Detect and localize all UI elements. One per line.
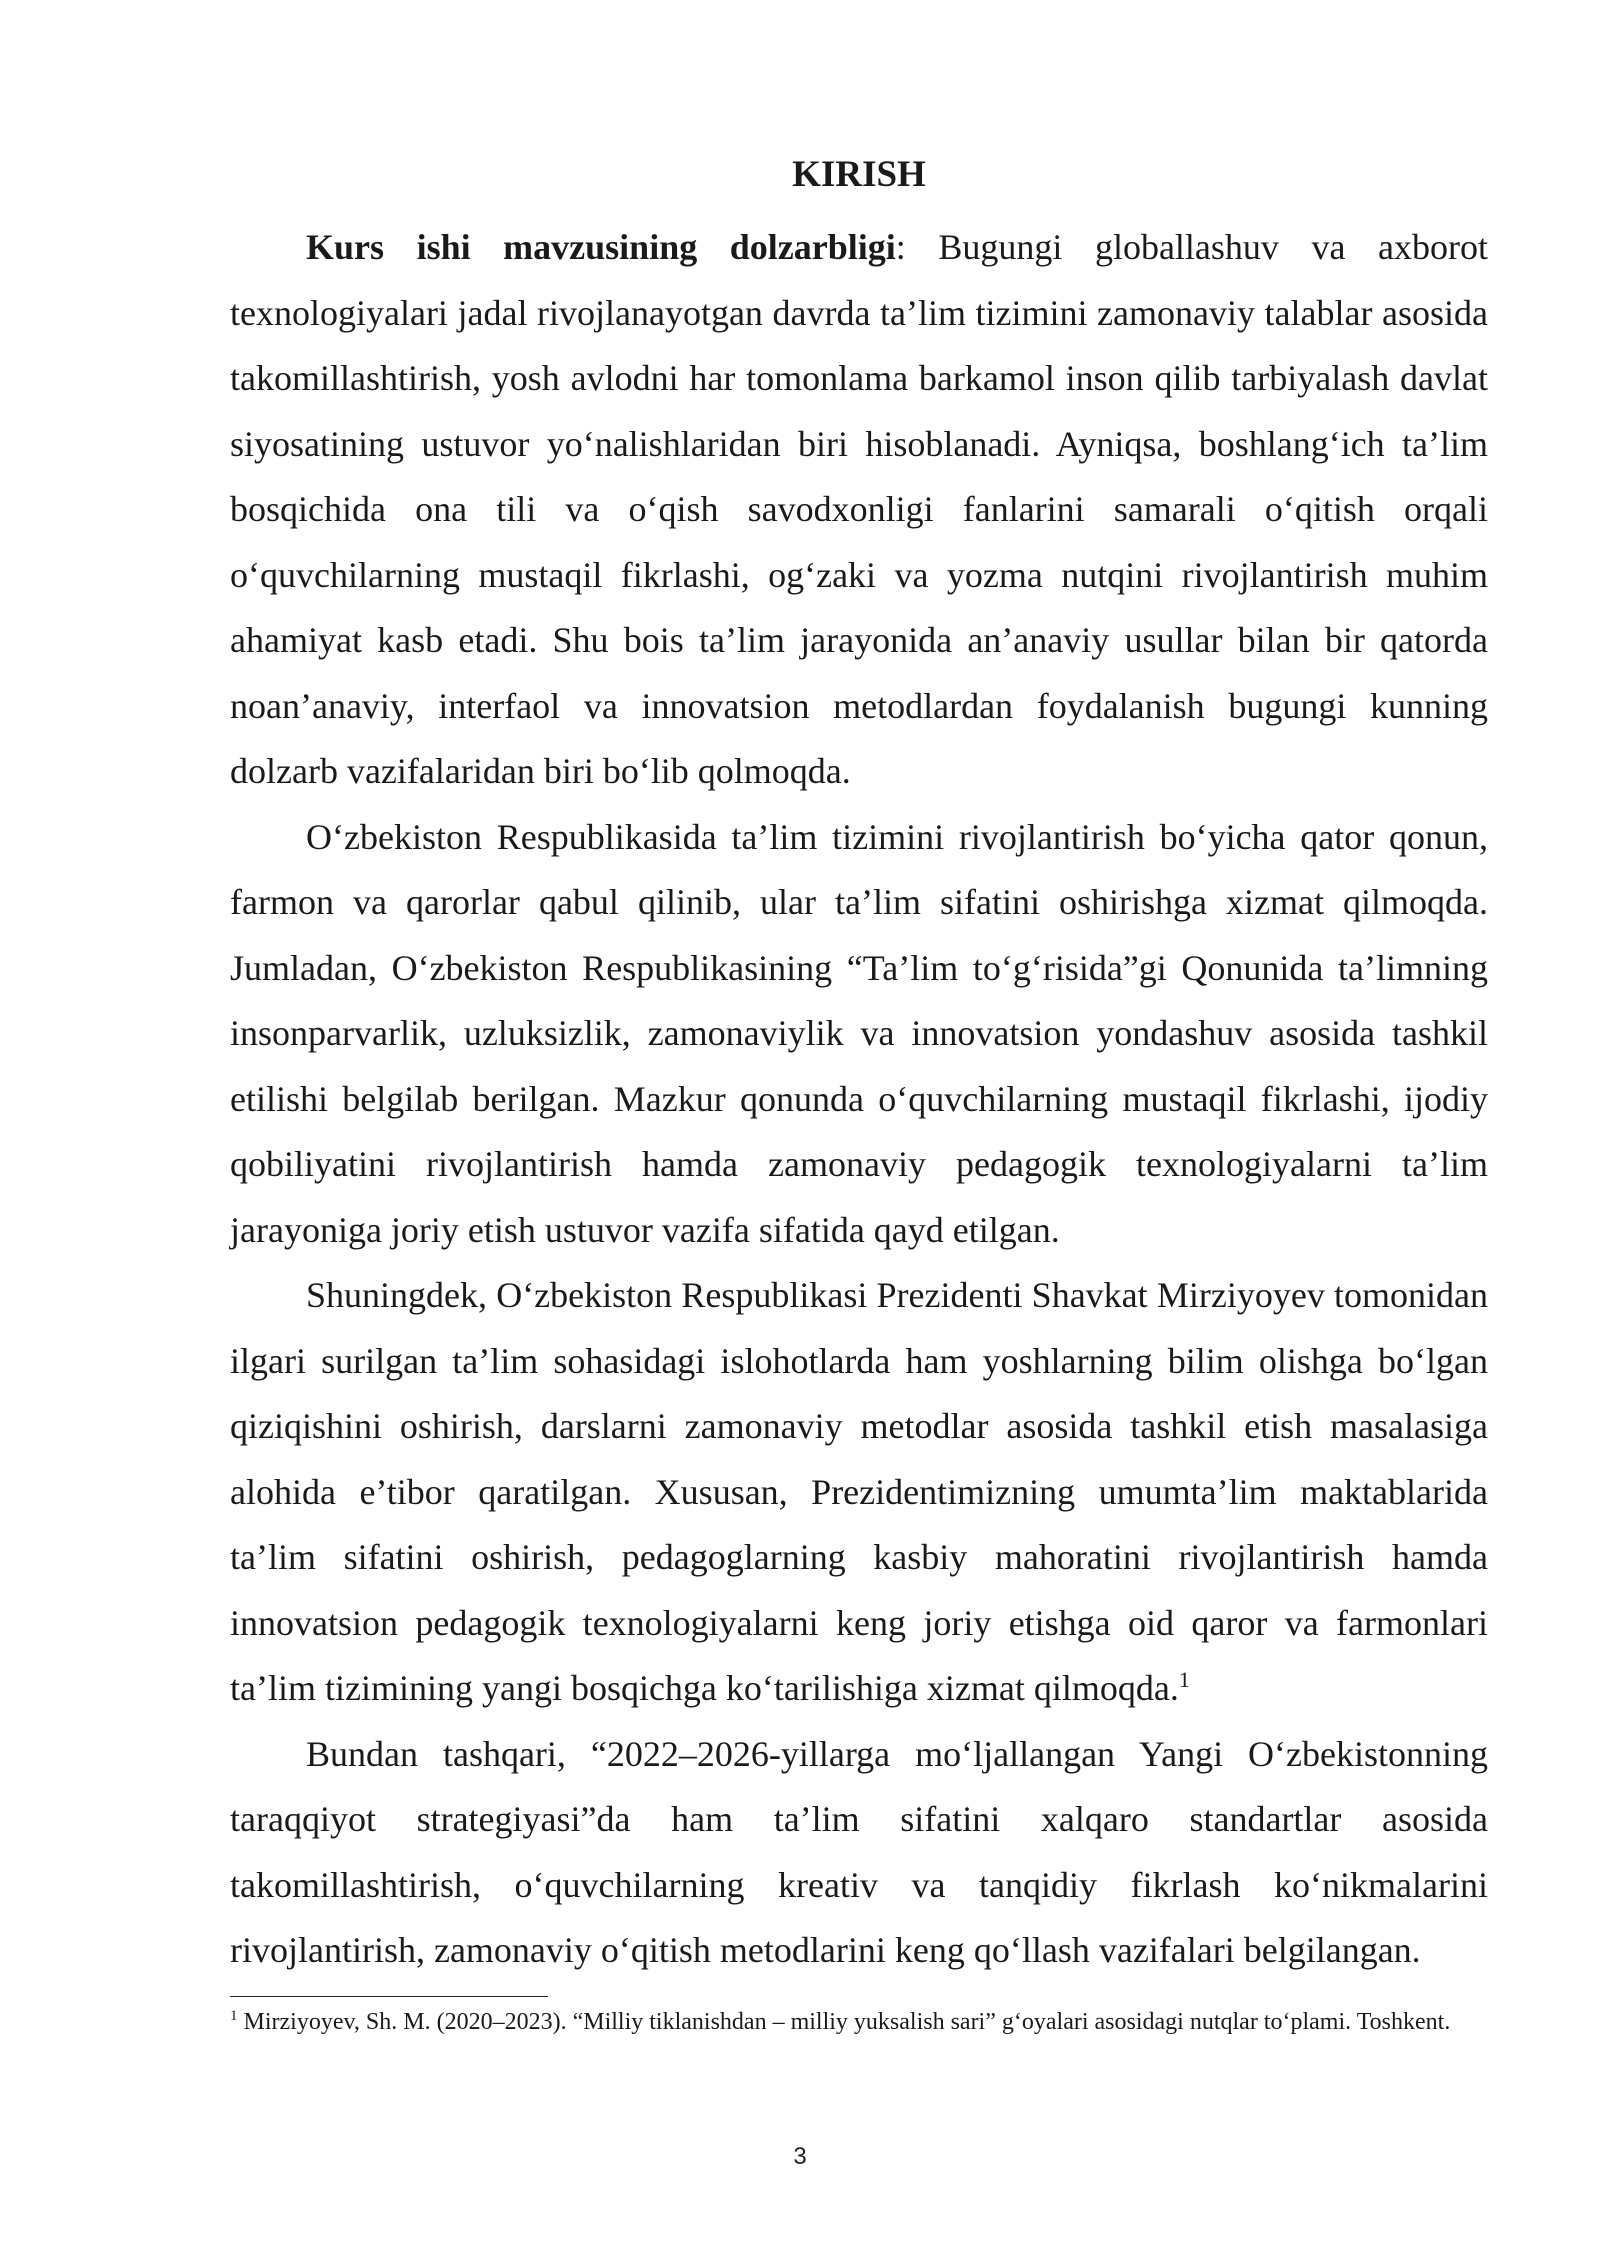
paragraph-text: : Bugungi globallashuv va axborot texnologiyalari jadal rivojlanayotgan davrda ta’lim tizimini zamonaviy talablar asosida takomillashtirish, yosh avlodni har tomonlama barkamol inson qilib tarbiyalash davlat siyosatining ustuvor yo‘nalishlaridan biri hisoblanadi. Ayniqsa, boshlang‘ich ta’lim bosqichida ona tili va o‘qish savodxonligi fanlarini samarali o‘qitish orqali o‘quvchilarning mustaqil fikrlashi, og‘zaki va yozma nutqini rivojlantirish muhim ahamiyat kasb etadi. Shu bois ta’lim jarayonida an’anaviy usullar bilan bir qatorda noan’anaviy, interfaol va innovatsion metodlardan foydalanish bugungi kunning dolzarb vazifalaridan biri bo‘lib qolmoqda.: [230, 227, 1488, 791]
paragraph-relevance: [230, 215, 1488, 805]
footnote: [230, 2007, 1488, 2038]
paragraph-lead: Kurs ishi mavzusining dolzarbligi: [306, 227, 896, 267]
paragraph-president-reforms: [230, 1263, 1488, 1722]
page-number: 3: [793, 2143, 807, 2170]
footnote-marker: 1: [230, 2007, 238, 2024]
footnote-divider: [230, 1996, 548, 1997]
section-heading: KIRISH: [792, 154, 926, 195]
footnote-reference[interactable]: 1: [1178, 1667, 1190, 1692]
document-page: [230, 150, 1488, 2038]
paragraph-laws: O‘zbekiston Respublikasida ta’lim tizimini rivojlantirish bo‘yicha qator qonun, farmon va qarorlar qabul qilinib, ular ta’lim sifatini oshirishga xizmat qilmoqda. Jumladan, O‘zbekiston Respublikasining “Ta’lim to‘g‘risida”gi Qonunida ta’limning insonparvarlik, uzluksizlik, zamonaviylik va innovatsion yondashuv asosida tashkil etilishi belgilab berilgan. Mazkur qonunda o‘quvchilarning mustaqil fikrlashi, ijodiy qobiliyatini rivojlantirish hamda zamonaviy pedagogik texnologiyalarni ta’lim jarayoniga joriy etish ustuvor vazifa sifatida qayd etilgan.: [230, 816, 1488, 1250]
paragraph-text: Shuningdek, O‘zbekiston Respublikasi Prezidenti Shavkat Mirziyoyev tomonidan ilgari surilgan ta’lim sohasidagi islohotlarda ham yoshlarning bilim olishga bo‘lgan qiziqishini oshirish, darslarni zamonaviy metodlar asosida tashkil etish masalasiga alohida e’tibor qaratilgan. Xususan, Prezidentimizning umumta’lim maktablarida ta’lim sifatini oshirish, pedagoglarning kasbiy mahoratini rivojlantirish hamda innovatsion pedagogik texnologiyalarni keng joriy etishga oid qaror va farmonlari ta’lim tizimining yangi bosqichga ko‘tarilishiga xizmat qilmoqda.: [230, 1275, 1488, 1708]
footnote-text: Mirziyoyev, Sh. M. (2020–2023). “Milliy tiklanishdan – milliy yuksalish sari” g‘oyalari asosidagi nutqlar to‘plami. Toshkent.: [237, 2008, 1451, 2035]
paragraph-strategy: Bundan tashqari, “2022–2026-yillarga mo‘ljallangan Yangi O‘zbekistonning taraqqiyot strategiyasi”da ham ta’lim sifatini xalqaro standartlar asosida takomillashtirish, o‘quvchilarning kreativ va tanqidiy fikrlash ko‘nikmalarini rivojlantirish, zamonaviy o‘qitish metodlarini keng qo‘llash vazifalari belgilangan.: [230, 1733, 1488, 1970]
